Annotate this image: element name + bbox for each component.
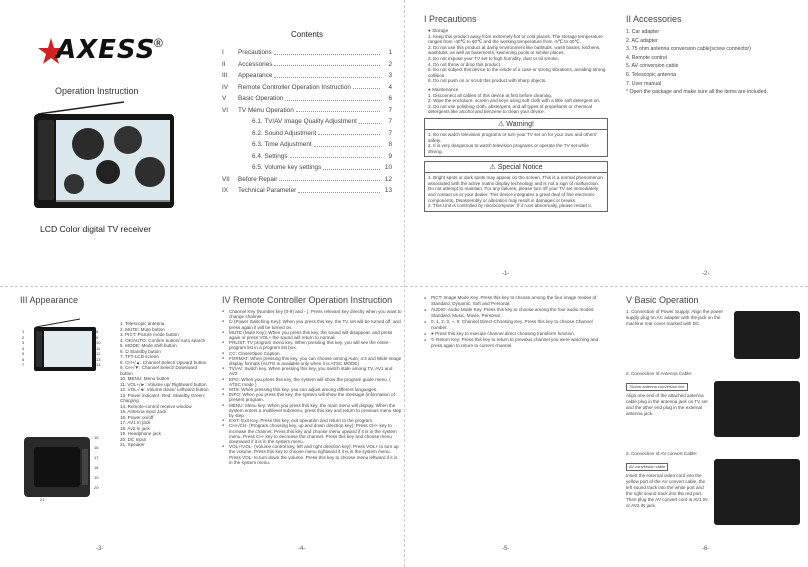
accessory-item: 5. AV conversion cable [626,63,679,70]
callout-number: 20 [94,485,99,490]
maintenance-list [424,93,608,115]
toc-row [222,93,392,105]
callout-number: 7 [22,362,25,367]
special-notice-header [425,162,607,173]
callout-number: 21 [40,497,45,502]
toc-page-number: 10 [384,164,392,172]
callout-number: 2 [22,334,25,340]
page-number-4: -4- [298,546,306,552]
part-item: 8. CH+/▲: Channel Select/ Upward button [120,359,207,365]
part-item: 11. VOL+/►: Volume up/ Rightward button [120,381,207,387]
toc-page-number: 6 [388,95,392,103]
toc-page-number: 7 [388,118,392,126]
power-supply-step: 1. Connection of Power Supply: Align the power supply plug on AC adapter with the jack on the machine rear cover marked with DC. [626,309,724,326]
brand-logo [36,34,166,68]
toc-leader-dots [314,143,380,147]
part-item: 10. MENU: Menu button [120,376,170,381]
warning-list [425,130,607,156]
toc-leader-dots [318,131,380,135]
remote-controller-page-2 [424,295,604,415]
warning-item: 1. Do not watch television programs or turn your TV set on for your own and others' safety. [428,131,598,143]
vertical-page-divider [404,0,405,567]
storage-item: 2. Do not use this product at damp environment like bathtubs, wash basins, kitchens, washtubs, as well as basements, swimming pools or similar places. [428,44,601,56]
callout-number: 10 [96,340,101,345]
remote-key-item: ● PRLIST: TV program menu key. When pressing this key, you will see the entire program list in a program list box. [222,340,402,350]
brand-registered-mark: ® [154,36,163,50]
callout-number: 13 [96,356,101,362]
warning-box [424,118,608,157]
toc-page-number: 8 [388,141,392,149]
toc-number: VI [222,106,229,114]
notice-icon: ⚠ [489,164,496,172]
antenna-cable-tag: 75ohm antenna conversion line [626,383,688,391]
part-item: 18. Av2 In jack [120,425,150,431]
special-notice-list [425,173,607,211]
toc-number: II [222,60,226,68]
part-item: 17. AV1 In jack [120,420,151,425]
toc-page-number: 9 [388,152,392,160]
maintenance-heading-text: Maintenance [432,86,459,92]
toc-number: IX [222,187,229,195]
toc-leader-dots [285,97,380,101]
remote-key-item: ● ● Press this key to execute channel direct choosing transform function. [424,331,604,337]
callout-number: 4 [22,345,25,351]
appearance-title: III Appearance [20,295,79,305]
toc-entry-title: 6.2. Sound Adjustment [252,129,317,137]
toc-number: V [222,95,227,103]
toc-row [222,105,392,117]
power-supply-illustration [734,311,800,359]
page-number-5: -5- [502,546,510,552]
toc-row [222,116,392,128]
storage-item: 1. Keep this product away from extremely hot or cold places. The storage temperature ranges from -40℃ to 60℃ and the working temperature from -5℃ to 40℃. [428,33,603,45]
accessory-item: 3. 75 ohm antenna conversion cable(screw connector) [626,46,751,53]
warning-icon: ⚠ [498,120,505,128]
page-number-2: -2- [702,271,710,277]
toc-entry-title: Precautions [238,49,272,57]
accessories-page [626,14,806,134]
toc-row [222,128,392,140]
remote-keys-list-2 [424,295,604,349]
part-item: 1. Telescopic antenna [120,321,165,326]
storage-item: 6. Do not push on or scrub this product with sharp objects. [428,78,547,84]
maintenance-item: 1. Disconnect all cables of this device at first before cleaning. [428,92,553,98]
antenna-illustration [714,381,800,437]
toc-leader-dots [298,189,380,193]
toc-row [222,162,392,174]
storage-item: 5. Do not subject this device to the inside of a case or strong vibrations, avoiding strong collision. [428,67,606,78]
precautions-page [424,14,608,284]
remote-keys-list [222,309,402,465]
remote-controller-title: IV Remote Controller Operation Instruction [222,295,393,305]
accessories-title: II Accessories [626,14,682,24]
toc-number: I [222,49,224,57]
remote-controller-page [222,295,402,545]
accessory-item: 1. Car adapter [626,29,660,35]
remote-key-item: ● ↻ Return Key: Press this key to return to previous channel you were watching and press again to return to current channel. [424,337,604,349]
remote-key-item: ● AUDIO: Audio Mode Key. Press this key to choose among the four audio modes: Standard, Music, Movie, Personal. [424,307,604,319]
accessory-item: 2. AC adapter [626,37,658,44]
toc-leader-dots [274,51,380,55]
front-callouts [20,315,102,375]
toc-row [222,70,392,82]
notice-item: 1. Bright spots or dark spots may appear on the screen. This is a normal phenomenon associated with the active matrix display technology and is not a sign of malfunction. Do not attempt to maintain. For any failures, please turn off your TV set immediately and contact us or your dealer. This device integrates a great deal of fine electronic components. Disassembly or alteration may result in damages or breaks. [428,175,603,203]
part-item: 19. Headphone jack [120,431,161,436]
maintenance-item: 2. Wipe the enclosure, screen and keys using soft cloth with a little soft detergent on. [428,98,601,104]
remote-key-item: ● MENU: Menu key: When you press this key, the main menu will display. When the system enters a multilevel submenu, press this key and return to previous menu step by step. [222,403,402,419]
toc-leader-dots [296,108,380,112]
part-item: 5. MODE: Mode shift button [120,343,177,348]
accessory-item: 6. Telescopic antenna [626,71,677,78]
remote-key-item: ● TV/AV: Switch key. When pressing this key, you switch state among TV, AV1 and AV2. [222,366,402,376]
page-number-1: -1- [502,271,510,277]
toc-entry-title: Basic Operation [238,95,284,103]
remote-key-item: ● MUTE (Mute Key): When you press this key, the sound will disappear, and press again or press VOL+ the sound will return to normal. [222,330,402,340]
toc-row [222,59,392,71]
toc-entry-title: Remote Controller Operation Instruction [238,83,351,91]
remote-key-item: ● CH+/CH- (Program choosing key, up and down direction key): Press CH+ key to increase the channel. Press this key and choose menu upward if it is in the system menu. Press CH- key to decrease the channel. Press this key and choose menu downward if it is in the system menu. [222,423,402,444]
toc-entry-title: Before Repair [238,175,278,183]
toc-entry-title: Accessories [238,60,273,68]
toc-leader-dots [290,154,380,158]
av-step-title: 3. Connection of AV convert Cable: [626,451,698,456]
storage-item: 4. Do not throw or drop this product. [428,61,502,67]
toc-leader-dots [274,62,380,66]
remote-key-item: ● 0, 1, 2, 3, ~, 9: Channel Direct-Choosing Key. Press this key to choose Channel number. [424,319,604,331]
part-item: 12. VOL-/◄: Volume down/ Leftward button [120,387,209,392]
toc-leader-dots [323,166,380,170]
toc-number: III [222,72,228,80]
callout-number: 18 [94,465,99,470]
tv-rear-view [20,433,102,503]
toc-entry-title: Technical Parameter [238,187,297,195]
toc-row [222,47,392,59]
accessories-note: * Open the package and make sure all the items are included. [626,89,768,96]
toc-entry-title: 6.5. Volume key settings [252,164,322,172]
toc-row [222,82,392,94]
toc-page-number: 13 [384,187,392,195]
part-item: 13. Power indicator: Red: Standby Green: Charging [120,392,206,403]
table-of-contents [222,47,392,197]
precautions-title: I Precautions [424,14,477,24]
callout-number: 16 [94,445,99,450]
page-number-3: -3- [96,546,104,552]
part-item: 3. PICT: Picture mode button [120,332,179,337]
toc-number: IV [222,83,229,91]
toc-page-number: 12 [384,175,392,183]
part-item: 2. MUTE: Mute button [120,326,165,332]
remote-key-item: ● EPG: When you press this key, the system will show the program guide menu. ( ATSC mode ) [222,377,402,387]
part-item: 14. Remote-control receive window [120,403,192,409]
toc-entry-title: TV Menu Operation [238,106,294,114]
notice-item: 2. This Unit is controlled by microcomputer. If it runs abnormally, please restart it. [428,203,592,209]
contents-page [222,30,392,280]
toc-page-number: 2 [388,60,392,68]
remote-key-item: ● VOL+/VOL- (Volume control key, left and right direction key): Press VOL+ to turn up the volume. Press this key to choose menu rightward if it is in the system menu. Press VOL- to turn down the volume. Press this key to choose menu leftward if it is in the system menu. [222,444,402,465]
warning-header [425,119,607,130]
part-item: 15. Antenna input Jack [120,409,167,414]
toc-number: VII [222,175,230,183]
storage-list [424,34,608,84]
callout-number: 14 [96,362,101,367]
storage-item: 3. Do not expose your TV set to high humidity, dust or oil smoke. [428,55,560,61]
remote-key-item: ● Channel Key (Number key (0-9) and - ): Press relevant key directly when you want to change channel. [222,309,402,319]
callout-number: 8 [96,329,99,334]
remote-key-item: ● FORMAT: When pressing this key, you can choose among Auto, 4:3 and Wide image display formats (AUTO is available only when it is ATSC MODE) [222,356,402,366]
appearance-page [20,295,210,545]
remote-key-item: ● INFO: When you press this key, the system will show the message (information of present program. [222,392,402,402]
av-step: Insert the external video cord into the yellow port of the AV convert cable, the left sound track into the white port and the right sound track into the red port. Then plug the AV convert cord in AV1 IN or AV2 IN jack. [626,473,708,508]
antenna-step-title: 2. Connection of Antenna Cable: [626,371,693,376]
toc-row [222,151,392,163]
warning-title: Warning! [506,120,534,128]
brand-name: AXESS [56,35,156,65]
special-notice-box [424,161,608,212]
part-item: 6. ⏻ Standby button [120,348,161,354]
remote-key-item: ● EXIT: Exit Key. Press this key, exit operation and return to the program. [222,418,402,423]
storage-heading-text: Storage [432,28,449,33]
basic-operation-title: V Basic Operation [626,295,699,305]
callout-number: 3 [22,340,25,345]
tv-front-view [20,315,102,375]
accessories-list [626,28,806,88]
remote-key-item: ● ⏻ (Power Switching Key): When you press this key, the TV set will be turned off, and press again it will be turned on. [222,319,402,329]
toc-entry-title: 6.3. Time Adjustment [252,141,312,149]
tv-illustration [28,100,178,212]
toc-entry-title: 6.1. TV/AV Image Quality Adjustment [252,118,357,126]
storage-heading: ● Storage [428,28,449,33]
toc-leader-dots [359,120,380,124]
contents-title: Contents [290,30,324,39]
basic-operation-page [626,295,806,545]
toc-leader-dots [274,74,380,78]
part-item: 4. OK/AUTO: Confirm button/ Auto search [120,337,206,343]
product-name: LCD Color digital TV receiver [40,224,152,234]
cover-page [0,0,204,286]
toc-page-number: 7 [388,106,392,114]
page-number-6: -6- [702,546,710,552]
av-cable-tag: AV conversion cable [626,463,668,471]
toc-entry-title: 6.4. Settings [252,152,288,160]
part-item: 16. Power on/off [120,414,154,420]
toc-leader-dots [353,85,380,89]
parts-list [120,321,210,448]
toc-entry-title: Appearance [238,72,273,80]
remote-key-item: ● PICT: Image Mode Key. Press this key to choose among the four image modes of Standard, Dynamic, Soft and Personal. [424,295,604,307]
callout-number: 9 [96,334,99,340]
toc-row [222,139,392,151]
callout-number: 17 [94,455,99,460]
antenna-step: Align one end of the attached antenna cable plug in the antenna jack on TV set and the other end plug in the external antenna jack. [626,393,708,416]
callout-number: 6 [22,356,25,362]
remote-key-item: ● CC: Close/Open Caption. [222,351,402,356]
toc-row [222,185,392,197]
toc-leader-dots [279,177,380,181]
toc-page-number: 4 [388,83,392,91]
accessory-item: 4. Remote control [626,54,667,61]
toc-row [222,174,392,186]
accessory-item: 7. User manual [626,80,662,87]
part-item: 9. CH-/▼: Channel Select/ Downward button [120,365,198,376]
maintenance-heading: ● Maintenance [428,86,459,92]
toc-page-number: 7 [388,129,392,137]
part-item: 7. TFT-LCD screen [120,354,159,359]
toc-page-number: 3 [388,72,392,80]
callout-number: 15 [94,435,99,440]
warning-item: 2. It is very dangerous to watch television programs or operate the TV set while driving. [428,143,589,154]
callout-number: 11 [96,345,101,351]
maintenance-item: 3. Do not use polishing cloth, abstergent, and all types of propellants or chemical detergents like alcohol and benzene to clean your device. [428,103,592,115]
part-item: 21. Speaker [120,442,145,447]
part-item: 20. DC Input [120,436,146,442]
special-notice-title: Special Notice [497,164,543,172]
callout-number: 19 [94,475,99,480]
callout-number: 5 [22,351,25,356]
operation-instruction-title: Operation Instruction [55,86,139,96]
rear-callouts [20,433,102,503]
callout-number: 1 [22,329,25,334]
av-illustration [714,459,800,525]
toc-page-number: 1 [388,49,392,57]
remote-key-item: ● MTS: When pressing this key, you can adjust among different languages. [222,387,402,392]
callout-number: 12 [96,351,101,356]
